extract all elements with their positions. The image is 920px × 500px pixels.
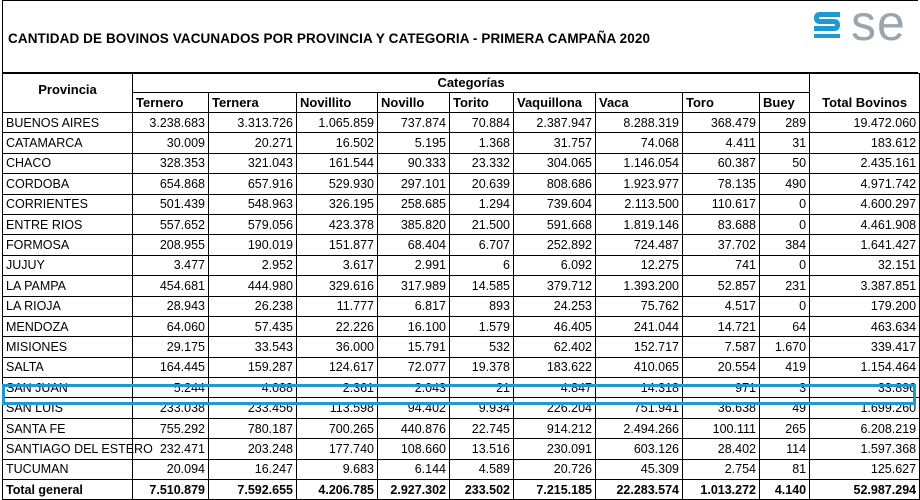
table-row [3, 316, 920, 336]
header-vaca: Vaca [596, 93, 683, 113]
header-row-2 [3, 93, 920, 113]
cell-value: 2.387.947 [514, 113, 596, 133]
cell-total: 6.208.219 [810, 418, 920, 438]
cell-value: 297.101 [378, 174, 450, 194]
cell-value: 1.393.200 [596, 276, 683, 296]
cell-value: 19.378 [450, 357, 514, 377]
cell-value: 100.111 [683, 418, 760, 438]
cell-value: 75.762 [596, 296, 683, 316]
table-row [3, 153, 920, 173]
cell-value: 177.740 [297, 439, 378, 459]
cell-value: 36.000 [297, 337, 378, 357]
cell-value: 14.585 [450, 276, 514, 296]
cell-total: 19.472.060 [810, 113, 920, 133]
page-title: CANTIDAD DE BOVINOS VACUNADOS POR PROVINCIA Y CATEGORIA - PRIMERA CAMPAÑA 2020 [8, 31, 651, 46]
cell-value: 9.683 [297, 459, 378, 479]
cell-value: 20.094 [133, 459, 209, 479]
cell-value: 893 [450, 296, 514, 316]
cell-value: 12.275 [596, 255, 683, 275]
cell-total: 52.987.294 [810, 480, 920, 500]
cell-value: 0 [760, 296, 810, 316]
cell-value: 7.215.185 [514, 480, 596, 500]
cell-value: 81 [760, 459, 810, 479]
cell-provincia: SANTA FE [3, 418, 133, 438]
cell-provincia: BUENOS AIRES [3, 113, 133, 133]
vaccination-table [2, 73, 920, 500]
cell-value: 46.405 [514, 316, 596, 336]
header-novillo: Novillo [378, 93, 450, 113]
cell-value: 108.660 [378, 439, 450, 459]
cell-value: 203.248 [209, 439, 297, 459]
table-row [3, 357, 920, 377]
cell-value: 2.113.500 [596, 194, 683, 214]
cell-value: 1.013.272 [683, 480, 760, 500]
cell-value: 24.253 [514, 296, 596, 316]
cell-value: 21 [450, 378, 514, 398]
cell-total: 463.634 [810, 316, 920, 336]
cell-value: 3.477 [133, 255, 209, 275]
cell-value: 385.820 [378, 214, 450, 234]
cell-value: 548.963 [209, 194, 297, 214]
cell-value: 0 [760, 255, 810, 275]
cell-provincia: SANTIAGO DEL ESTERO [3, 439, 133, 459]
cell-value: 700.265 [297, 418, 378, 438]
cell-total: 1.154.464 [810, 357, 920, 377]
cell-value: 368.479 [683, 113, 760, 133]
header-provincia: Provincia [3, 74, 133, 113]
cell-value: 2.754 [683, 459, 760, 479]
senasa-logo [810, 0, 919, 51]
cell-value: 233.502 [450, 480, 514, 500]
cell-value: 755.292 [133, 418, 209, 438]
cell-value: 14.318 [596, 378, 683, 398]
cell-value: 3.313.726 [209, 113, 297, 133]
cell-value: 329.616 [297, 276, 378, 296]
cell-value: 23.332 [450, 153, 514, 173]
cell-value: 7.592.655 [209, 480, 297, 500]
cell-value: 50 [760, 153, 810, 173]
cell-provincia: MISIONES [3, 337, 133, 357]
cell-value: 29.175 [133, 337, 209, 357]
cell-value: 110.617 [683, 194, 760, 214]
cell-total: 32.151 [810, 255, 920, 275]
cell-value: 579.056 [209, 214, 297, 234]
cell-value: 16.100 [378, 316, 450, 336]
cell-value: 16.247 [209, 459, 297, 479]
table-row [3, 418, 920, 438]
cell-total: 33.896 [810, 378, 920, 398]
table-row [3, 459, 920, 479]
cell-value: 326.195 [297, 194, 378, 214]
header-novillito: Novillito [297, 93, 378, 113]
cell-value: 5.244 [133, 378, 209, 398]
cell-value: 6 [450, 255, 514, 275]
cell-value: 410.065 [596, 357, 683, 377]
header-ternera: Ternera [209, 93, 297, 113]
cell-value: 971 [683, 378, 760, 398]
cell-value: 15.791 [378, 337, 450, 357]
total-row [3, 480, 920, 500]
cell-value: 83.688 [683, 214, 760, 234]
cell-value: 3 [760, 378, 810, 398]
cell-value: 7.587 [683, 337, 760, 357]
cell-value: 190.019 [209, 235, 297, 255]
cell-value: 64 [760, 316, 810, 336]
header-categorias: Categorías [133, 74, 810, 93]
header-total-bovinos: Total Bovinos [810, 74, 920, 113]
cell-total: 339.417 [810, 337, 920, 357]
cell-value: 233.038 [133, 398, 209, 418]
cell-total: 125.627 [810, 459, 920, 479]
cell-value: 26.238 [209, 296, 297, 316]
cell-value: 379.712 [514, 276, 596, 296]
cell-value: 4.517 [683, 296, 760, 316]
header-row-1 [3, 74, 920, 93]
header-toro: Toro [683, 93, 760, 113]
table-row [3, 194, 920, 214]
table-row [3, 255, 920, 275]
cell-total: 1.597.368 [810, 439, 920, 459]
cell-value: 49 [760, 398, 810, 418]
cell-value: 70.884 [450, 113, 514, 133]
cell-value: 90.333 [378, 153, 450, 173]
cell-value: 265 [760, 418, 810, 438]
cell-value: 183.622 [514, 357, 596, 377]
cell-provincia: SAN JUAN [3, 378, 133, 398]
table-row [3, 174, 920, 194]
cell-value: 1.579 [450, 316, 514, 336]
cell-value: 68.404 [378, 235, 450, 255]
cell-value: 2.494.266 [596, 418, 683, 438]
table-row [3, 214, 920, 234]
cell-value: 22.283.574 [596, 480, 683, 500]
cell-total: 183.612 [810, 133, 920, 153]
cell-value: 124.617 [297, 357, 378, 377]
cell-value: 321.043 [209, 153, 297, 173]
cell-value: 5.195 [378, 133, 450, 153]
cell-value: 657.916 [209, 174, 297, 194]
cell-value: 72.077 [378, 357, 450, 377]
table-row [3, 296, 920, 316]
cell-provincia: CORDOBA [3, 174, 133, 194]
cell-value: 159.287 [209, 357, 297, 377]
cell-value: 0 [760, 194, 810, 214]
cell-value: 151.877 [297, 235, 378, 255]
cell-value: 914.212 [514, 418, 596, 438]
cell-value: 739.604 [514, 194, 596, 214]
cell-value: 6.092 [514, 255, 596, 275]
cell-total: 1.699.260 [810, 398, 920, 418]
cell-value: 21.500 [450, 214, 514, 234]
cell-value: 258.685 [378, 194, 450, 214]
cell-value: 6.144 [378, 459, 450, 479]
cell-value: 317.989 [378, 276, 450, 296]
cell-value: 74.068 [596, 133, 683, 153]
cell-value: 4.589 [450, 459, 514, 479]
cell-total: 2.435.161 [810, 153, 920, 173]
cell-value: 31 [760, 133, 810, 153]
cell-provincia: SALTA [3, 357, 133, 377]
cell-provincia: LA PAMPA [3, 276, 133, 296]
table-row [3, 378, 920, 398]
cell-value: 304.065 [514, 153, 596, 173]
cell-value: 2.952 [209, 255, 297, 275]
cell-value: 1.294 [450, 194, 514, 214]
cell-value: 501.439 [133, 194, 209, 214]
cell-value: 16.502 [297, 133, 378, 153]
cell-total: 179.200 [810, 296, 920, 316]
cell-value: 208.955 [133, 235, 209, 255]
cell-provincia: SAN LUIS [3, 398, 133, 418]
cell-value: 8.288.319 [596, 113, 683, 133]
cell-value: 94.402 [378, 398, 450, 418]
cell-provincia: JUJUY [3, 255, 133, 275]
cell-total: 4.600.297 [810, 194, 920, 214]
cell-value: 1.146.054 [596, 153, 683, 173]
cell-value: 603.126 [596, 439, 683, 459]
cell-value: 423.378 [297, 214, 378, 234]
cell-value: 4.847 [514, 378, 596, 398]
table-row [3, 439, 920, 459]
cell-value: 20.726 [514, 459, 596, 479]
cell-provincia: MENDOZA [3, 316, 133, 336]
cell-value: 20.271 [209, 133, 297, 153]
cell-value: 1.670 [760, 337, 810, 357]
cell-value: 3.617 [297, 255, 378, 275]
cell-value: 14.721 [683, 316, 760, 336]
cell-value: 737.874 [378, 113, 450, 133]
cell-value: 226.204 [514, 398, 596, 418]
cell-value: 231 [760, 276, 810, 296]
cell-value: 4.411 [683, 133, 760, 153]
cell-value: 1.819.146 [596, 214, 683, 234]
cell-value: 20.554 [683, 357, 760, 377]
cell-total: 4.461.908 [810, 214, 920, 234]
cell-value: 9.934 [450, 398, 514, 418]
cell-value: 233.456 [209, 398, 297, 418]
cell-value: 45.309 [596, 459, 683, 479]
table-row [3, 337, 920, 357]
cell-value: 529.930 [297, 174, 378, 194]
table-body [3, 113, 920, 500]
cell-value: 2.361 [297, 378, 378, 398]
cell-value: 114 [760, 439, 810, 459]
cell-value: 28.943 [133, 296, 209, 316]
senasa-logo-icon [810, 6, 846, 46]
cell-value: 28.402 [683, 439, 760, 459]
cell-value: 22.226 [297, 316, 378, 336]
cell-value: 654.868 [133, 174, 209, 194]
cell-value: 1.368 [450, 133, 514, 153]
cell-value: 62.402 [514, 337, 596, 357]
cell-provincia: LA RIOJA [3, 296, 133, 316]
cell-value: 384 [760, 235, 810, 255]
cell-value: 57.435 [209, 316, 297, 336]
cell-value: 454.681 [133, 276, 209, 296]
cell-value: 3.238.683 [133, 113, 209, 133]
cell-provincia: ENTRE RIOS [3, 214, 133, 234]
cell-value: 232.471 [133, 439, 209, 459]
cell-value: 440.876 [378, 418, 450, 438]
cell-value: 808.686 [514, 174, 596, 194]
cell-value: 33.543 [209, 337, 297, 357]
cell-value: 328.353 [133, 153, 209, 173]
cell-value: 490 [760, 174, 810, 194]
cell-value: 4.140 [760, 480, 810, 500]
cell-value: 1.065.859 [297, 113, 378, 133]
cell-value: 780.187 [209, 418, 297, 438]
table-row [3, 276, 920, 296]
header-torito: Torito [450, 93, 514, 113]
cell-value: 2.927.302 [378, 480, 450, 500]
cell-value: 7.510.879 [133, 480, 209, 500]
cell-value: 444.980 [209, 276, 297, 296]
cell-value: 78.135 [683, 174, 760, 194]
cell-provincia: Total general [3, 480, 133, 500]
cell-value: 22.745 [450, 418, 514, 438]
cell-provincia: CHACO [3, 153, 133, 173]
cell-value: 37.702 [683, 235, 760, 255]
cell-value: 252.892 [514, 235, 596, 255]
cell-value: 1.923.977 [596, 174, 683, 194]
cell-provincia: CORRIENTES [3, 194, 133, 214]
cell-total: 3.387.851 [810, 276, 920, 296]
cell-provincia: CATAMARCA [3, 133, 133, 153]
cell-value: 60.387 [683, 153, 760, 173]
cell-value: 0 [760, 214, 810, 234]
cell-total: 1.641.427 [810, 235, 920, 255]
cell-value: 419 [760, 357, 810, 377]
header-vaquillona: Vaquillona [514, 93, 596, 113]
cell-value: 591.668 [514, 214, 596, 234]
cell-value: 64.060 [133, 316, 209, 336]
header-ternero: Ternero [133, 93, 209, 113]
table-row [3, 133, 920, 153]
cell-value: 30.009 [133, 133, 209, 153]
cell-value: 4.206.785 [297, 480, 378, 500]
header-buey: Buey [760, 93, 810, 113]
cell-value: 230.091 [514, 439, 596, 459]
cell-value: 741 [683, 255, 760, 275]
cell-provincia: TUCUMAN [3, 459, 133, 479]
cell-value: 13.516 [450, 439, 514, 459]
cell-value: 164.445 [133, 357, 209, 377]
table-row [3, 235, 920, 255]
cell-value: 161.544 [297, 153, 378, 173]
cell-value: 289 [760, 113, 810, 133]
cell-value: 11.777 [297, 296, 378, 316]
cell-value: 52.857 [683, 276, 760, 296]
cell-value: 36.638 [683, 398, 760, 418]
cell-total: 4.971.742 [810, 174, 920, 194]
cell-value: 6.707 [450, 235, 514, 255]
table-row [3, 113, 920, 133]
cell-provincia: FORMOSA [3, 235, 133, 255]
cell-value: 2.043 [378, 378, 450, 398]
cell-value: 152.717 [596, 337, 683, 357]
cell-value: 751.941 [596, 398, 683, 418]
cell-value: 20.639 [450, 174, 514, 194]
cell-value: 113.598 [297, 398, 378, 418]
cell-value: 31.757 [514, 133, 596, 153]
cell-value: 6.817 [378, 296, 450, 316]
logo-wordmark: se [851, 0, 906, 51]
cell-value: 2.991 [378, 255, 450, 275]
cell-value: 557.652 [133, 214, 209, 234]
cell-value: 241.044 [596, 316, 683, 336]
cell-value: 724.487 [596, 235, 683, 255]
table-row [3, 398, 920, 418]
cell-value: 532 [450, 337, 514, 357]
cell-value: 4.088 [209, 378, 297, 398]
